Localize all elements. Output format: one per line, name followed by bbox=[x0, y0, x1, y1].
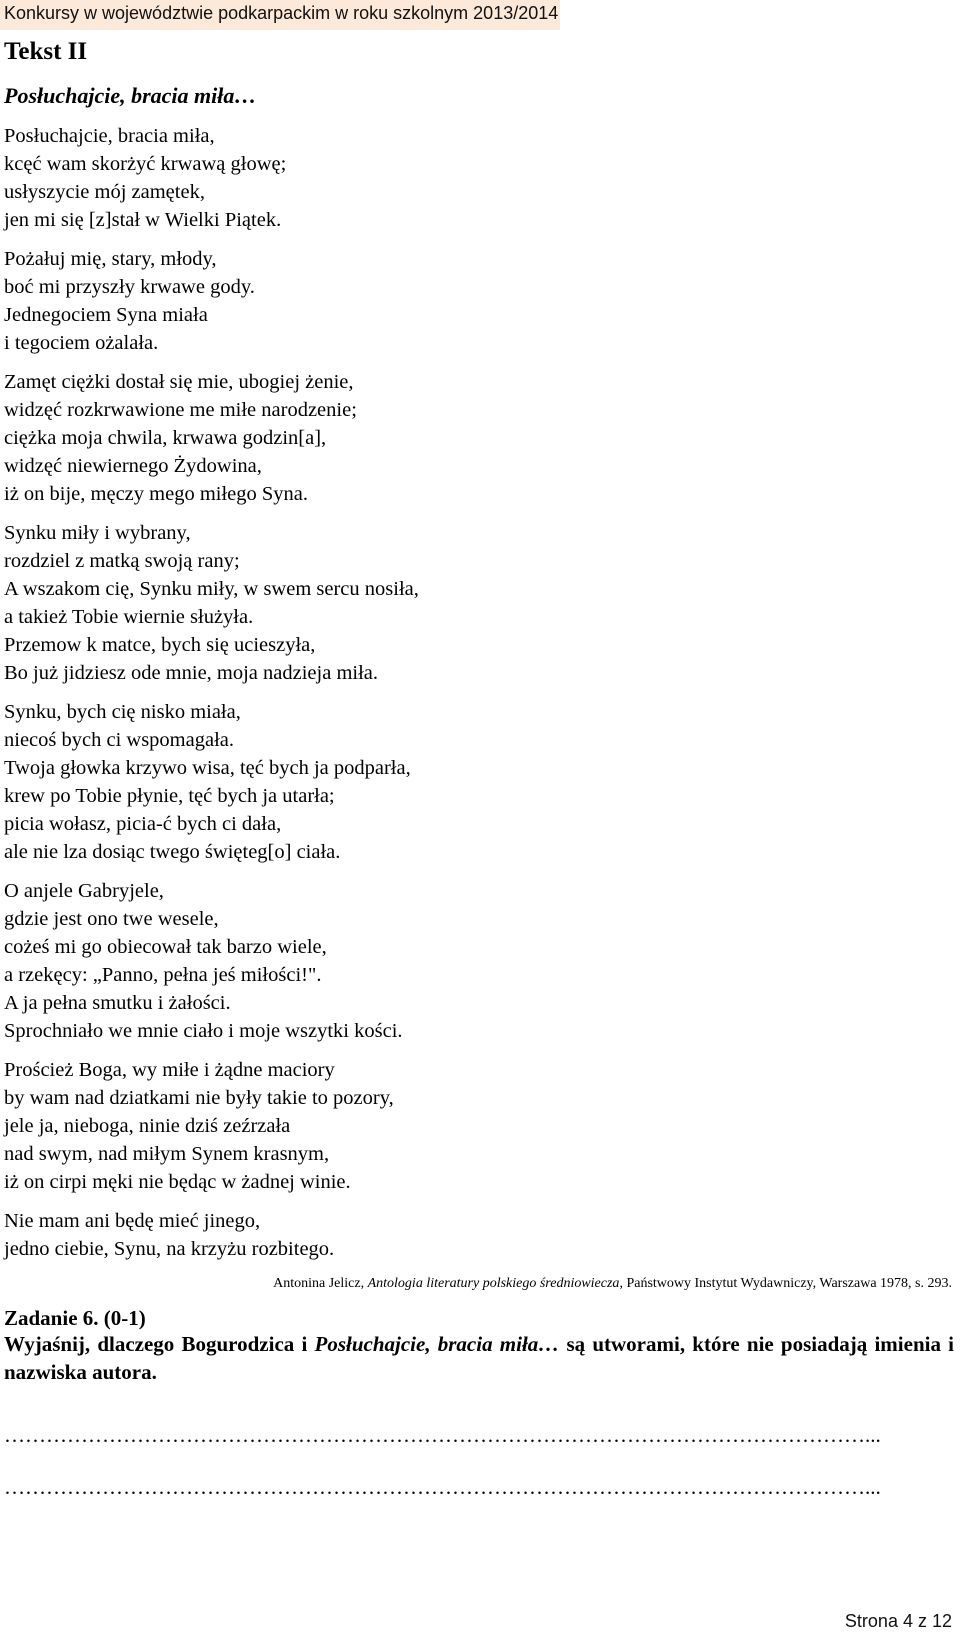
stanza bbox=[4, 1056, 954, 1196]
poem-line: jele ja, nieboga, ninie dziś zeźrzała bbox=[4, 1115, 291, 1137]
poem-line: Pożałuj mię, stary, młody, bbox=[4, 248, 217, 270]
stanza bbox=[4, 877, 954, 1045]
poem-line: widzęć rozkrwawione me miłe narodzenie; bbox=[4, 399, 357, 421]
source-author: Antonina Jelicz, bbox=[273, 1276, 368, 1291]
task-text-italic: Posłuchajcie, bracia miła… bbox=[314, 1332, 560, 1356]
poem-line: Synku miły i wybrany, bbox=[4, 522, 191, 544]
poem-line: widzęć niewiernego Żydowina, bbox=[4, 455, 262, 477]
poem-line: iż on cirpi męki nie będąc w żadnej winie. bbox=[4, 1171, 351, 1193]
poem-line: kcęć wam skorżyć krwawą głowę; bbox=[4, 153, 287, 175]
poem-line: O anjele Gabryjele, bbox=[4, 880, 164, 902]
poem bbox=[4, 122, 954, 1263]
poem-line: Przemow k matce, bych się ucieszyła, bbox=[4, 634, 316, 656]
source-publisher: , Państwowy Instytut Wydawniczy, Warszawa 1978, s. 293. bbox=[619, 1276, 952, 1291]
poem-line: a takież Tobie wiernie służyła. bbox=[4, 606, 254, 628]
poem-line: gdzie jest ono twe wesele, bbox=[4, 908, 219, 930]
source-citation bbox=[4, 1274, 952, 1294]
poem-line: ciężka moja chwila, krwawa godzin[a], bbox=[4, 427, 327, 449]
poem-line: Jednegociem Syna miała bbox=[4, 304, 208, 326]
answer-line-2[interactable]: ……………………………………………………………………………………………………………... bbox=[4, 1475, 881, 1499]
stanza bbox=[4, 519, 954, 687]
poem-line: A wszakom cię, Synku miły, w swem sercu nosiła, bbox=[4, 578, 419, 600]
answer-line-1[interactable]: ……………………………………………………………………………………………………………... bbox=[4, 1423, 881, 1447]
poem-line: Synku, bych cię nisko miała, bbox=[4, 701, 241, 723]
poem-line: i tegociem ożalała. bbox=[4, 332, 159, 354]
header-title: Konkursy w województwie podkarpackim w roku szkolnym 2013/2014 bbox=[4, 3, 559, 23]
document-body bbox=[4, 36, 954, 1500]
task-text-post: są utworami, które nie posiadają imienia i nazwiska autora. bbox=[4, 1332, 954, 1384]
stanza bbox=[4, 1207, 954, 1263]
poem-line: Proścież Boga, wy miłe i żądne maciory bbox=[4, 1059, 335, 1081]
page-header bbox=[0, 0, 560, 30]
source-book: Antologia literatury polskiego średniowiecza bbox=[367, 1276, 620, 1291]
task-question bbox=[4, 1330, 954, 1386]
stanza bbox=[4, 122, 954, 234]
stanza bbox=[4, 245, 954, 357]
poem-line: boć mi przyszły krwawe gody. bbox=[4, 276, 255, 298]
poem-line: rozdziel z matką swoją rany; bbox=[4, 550, 240, 572]
poem-line: Posłuchajcie, bracia miła, bbox=[4, 125, 215, 147]
poem-line: cożeś mi go obiecował tak barzo wiele, bbox=[4, 936, 327, 958]
poem-line: picia wołasz, picia-ć bych ci dała, bbox=[4, 813, 282, 835]
poem-line: Nie mam ani będę mieć jinego, bbox=[4, 1210, 261, 1232]
poem-line: Bo już jidziesz ode mnie, moja nadzieja miła. bbox=[4, 662, 379, 684]
poem-line: Twoja głowka krzywo wisa, tęć bych ja podparła, bbox=[4, 757, 411, 779]
text-heading: Tekst II bbox=[4, 38, 88, 65]
poem-line: Zamęt ciężki dostał się mie, ubogiej żenie, bbox=[4, 371, 354, 393]
stanza bbox=[4, 698, 954, 866]
poem-line: jen mi się [z]stał w Wielki Piątek. bbox=[4, 209, 282, 231]
poem-line: ale nie lza dosiąc twego święteg[o] ciała. bbox=[4, 841, 341, 863]
poem-line: by wam nad dziatkami nie były takie to pozory, bbox=[4, 1087, 394, 1109]
poem-line: niecoś bych ci wspomagała. bbox=[4, 729, 234, 751]
poem-line: nad swym, nad miłym Synem krasnym, bbox=[4, 1143, 330, 1165]
poem-line: a rzekęcy: „Panno, pełna jeś miłości!". bbox=[4, 964, 322, 986]
poem-line: usłyszycie mój zamętek, bbox=[4, 181, 205, 203]
poem-title: Posłuchajcie, bracia miła… bbox=[4, 83, 257, 108]
poem-line: krew po Tobie płynie, tęć bych ja utarła; bbox=[4, 785, 335, 807]
poem-line: jedno ciebie, Synu, na krzyżu rozbitego. bbox=[4, 1238, 335, 1260]
poem-line: iż on bije, męczy mego miłego Syna. bbox=[4, 483, 309, 505]
task-text-pre: Wyjaśnij, dlaczego Bogurodzica i bbox=[4, 1332, 315, 1356]
stanza bbox=[4, 368, 954, 508]
poem-line: Sprochniało we mnie ciało i moje wszytki kości. bbox=[4, 1020, 403, 1042]
poem-line: A ja pełna smutku i żałości. bbox=[4, 992, 231, 1014]
task-number: Zadanie 6. (0-1) bbox=[4, 1306, 146, 1330]
page-number: Strona 4 z 12 bbox=[844, 1611, 952, 1631]
